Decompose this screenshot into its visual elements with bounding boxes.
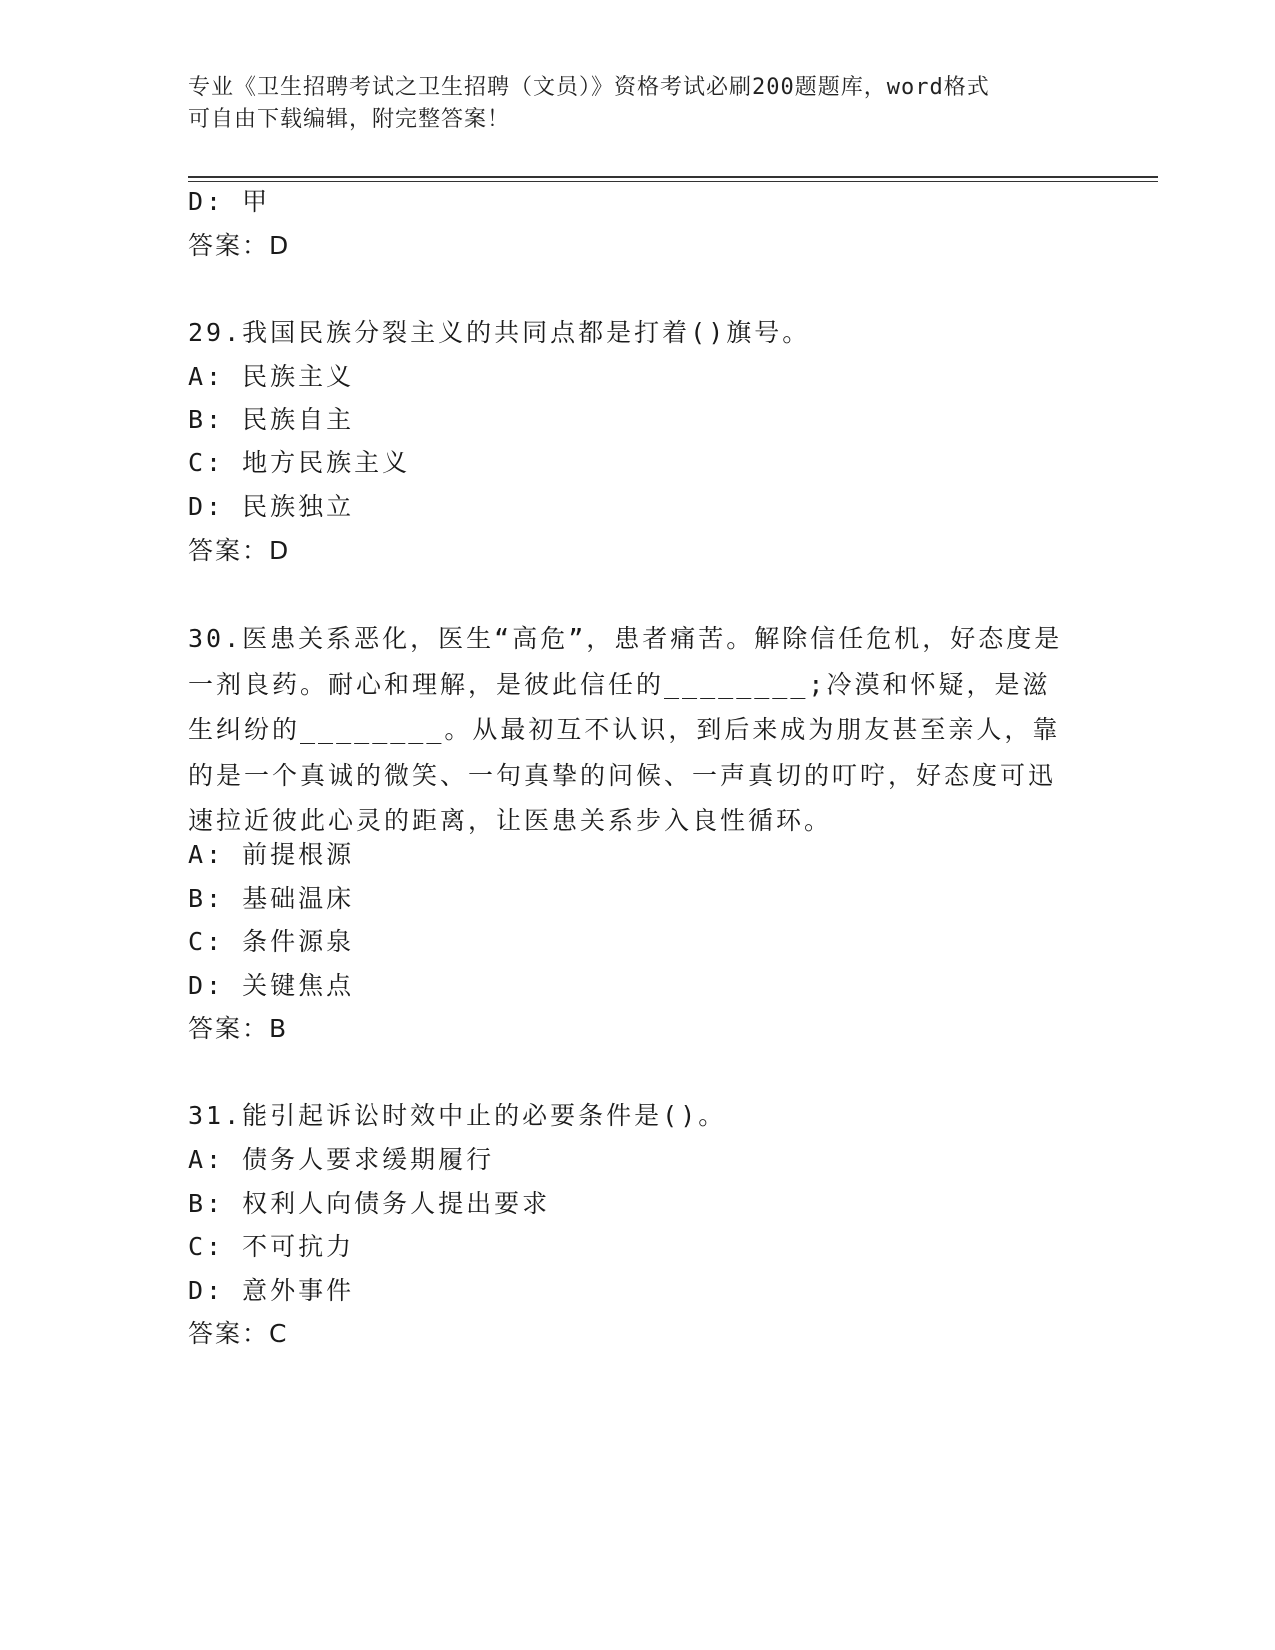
prev-option-d: D: 甲 bbox=[188, 187, 271, 216]
question-29-option-d: D: 民族独立 bbox=[188, 492, 355, 521]
prev-answer: 答案：D bbox=[188, 231, 291, 260]
question-30-option-a: A: 前提根源 bbox=[188, 840, 355, 869]
question-31-option-c: C: 不可抗力 bbox=[188, 1232, 355, 1261]
header-divider-thick bbox=[188, 176, 1158, 178]
question-29-option-a: A: 民族主义 bbox=[188, 362, 355, 391]
header-line-1: 专业《卫生招聘考试之卫生招聘（文员）》资格考试必刷200题题库，word格式 bbox=[188, 75, 990, 100]
question-29-text: 29.我国民族分裂主义的共同点都是打着()旗号。 bbox=[188, 318, 811, 347]
question-30-text: 30.医患关系恶化，医生“高危”，患者痛苦。解除信任危机，好态度是一剂良药。耐心和理解，是彼此信任的________;冷漠和怀疑，是滋生纠纷的________。从最初互不认识，到后来成为朋友甚至亲人，靠的是一个真诚的微笑、一句真挚的问候、一声真切的叮咛，好态度可迅速拉近彼此心灵的距离，让医患关系步入良性循环。 bbox=[188, 624, 1063, 835]
question-30-option-d: D: 关键焦点 bbox=[188, 971, 355, 1000]
question-30-option-c: C: 条件源泉 bbox=[188, 927, 355, 956]
question-29-option-c: C: 地方民族主义 bbox=[188, 448, 411, 477]
page-header bbox=[188, 72, 1068, 136]
question-29-answer: 答案：D bbox=[188, 536, 291, 565]
question-31-option-b: B: 权利人向债务人提出要求 bbox=[188, 1189, 551, 1218]
question-31-text: 31.能引起诉讼时效中止的必要条件是()。 bbox=[188, 1101, 727, 1130]
question-30-option-b: B: 基础温床 bbox=[188, 884, 355, 913]
question-29-option-b: B: 民族自主 bbox=[188, 405, 355, 434]
question-30-answer: 答案：B bbox=[188, 1014, 289, 1043]
header-divider-thin bbox=[188, 181, 1158, 182]
question-31-option-a: A: 债务人要求缓期履行 bbox=[188, 1145, 495, 1174]
question-31-answer: 答案：C bbox=[188, 1319, 289, 1348]
header-line-2: 可自由下载编辑，附完整答案！ bbox=[188, 107, 511, 132]
question-31-option-d: D: 意外事件 bbox=[188, 1276, 355, 1305]
